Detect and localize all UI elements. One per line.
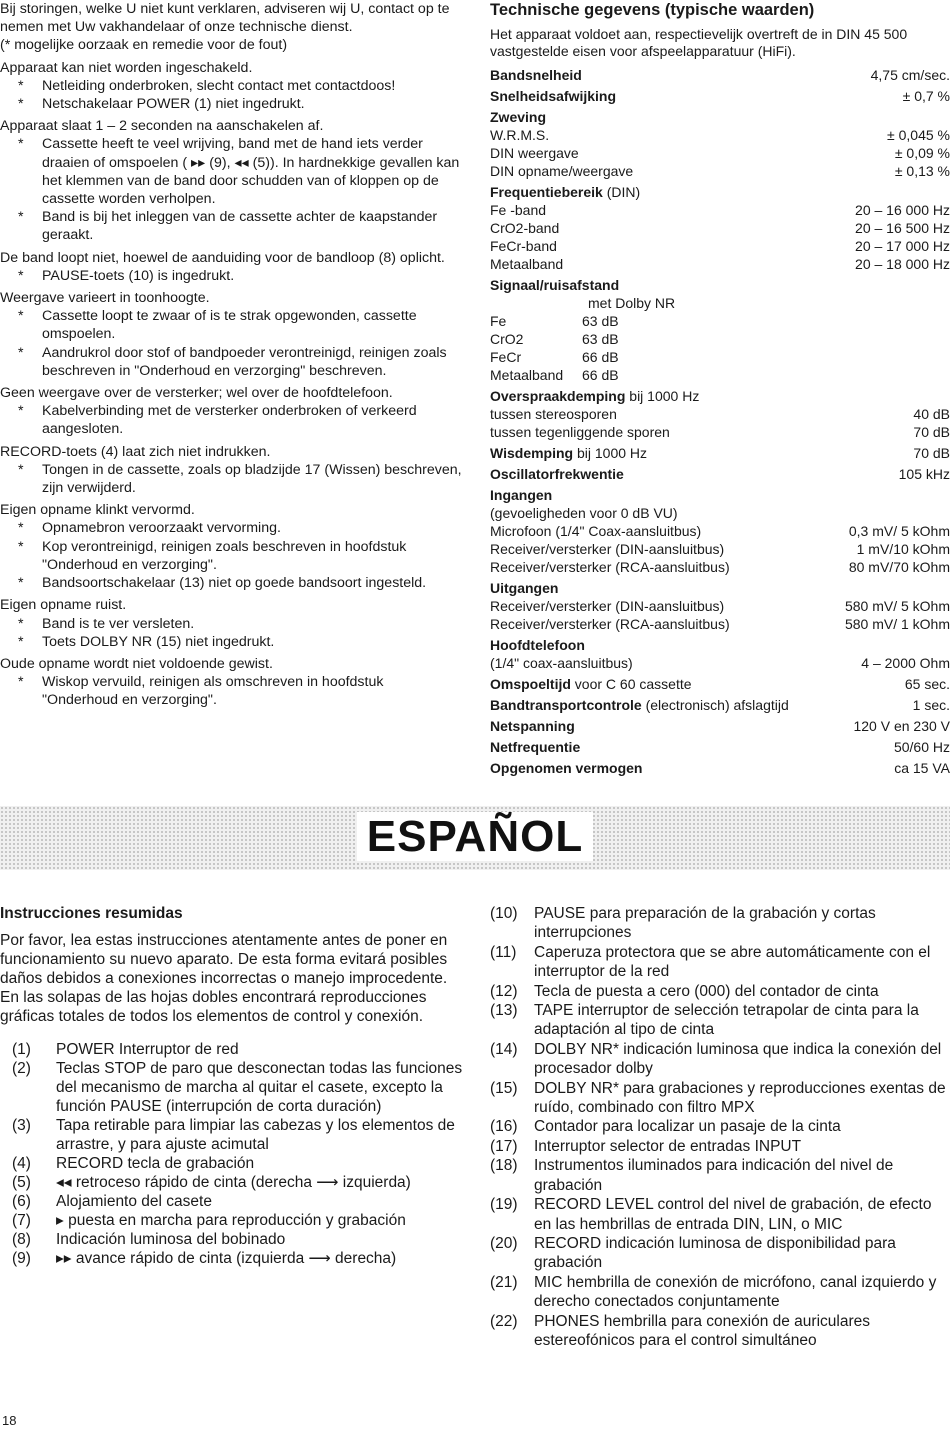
symptom-heading: Apparaat kan niet worden ingeschakeld. bbox=[0, 59, 253, 76]
spec-inputs-rows bbox=[490, 522, 950, 576]
control-list-item bbox=[490, 943, 950, 982]
spec-row bbox=[490, 330, 950, 348]
control-number: (6) bbox=[12, 1193, 31, 1210]
spec-tape-speed: Bandsnelheid 4,75 cm/sec. bbox=[490, 67, 950, 83]
spec-row-value: ± 0,13 % bbox=[894, 163, 950, 179]
spec-row-value: 20 – 16 000 Hz bbox=[855, 202, 950, 218]
control-list-item bbox=[12, 1173, 465, 1192]
control-list-item bbox=[490, 982, 950, 1001]
intro-text: Bij storingen, welke U niet kunt verklaren, adviseren wij U, contact op te nemen met Uw vakhandelaar of onze technische dienst. bbox=[0, 1, 450, 36]
spec-mains-frequency: Netfrequentie 50/60 Hz bbox=[490, 739, 950, 755]
cause-remedy-item: * Opnamebron veroorzaakt vervorming. bbox=[20, 519, 463, 537]
spec-row-label: CrO2 bbox=[490, 331, 524, 347]
symptom-heading: Eigen opname klinkt vervormd. bbox=[0, 502, 195, 519]
spec-row-label: tussen stereosporen bbox=[490, 406, 617, 422]
control-description: RECORD tecla de grabación bbox=[56, 1155, 255, 1172]
control-list-item bbox=[12, 1040, 465, 1059]
spanish-left-column bbox=[0, 904, 465, 1268]
troubleshooting-column bbox=[0, 0, 463, 710]
symptom-heading: RECORD-toets (4) laat zich niet indrukken. bbox=[0, 443, 271, 460]
control-number: (16) bbox=[490, 1118, 518, 1136]
control-description: Contador para localizar un pasaje de la cinta bbox=[534, 1118, 841, 1136]
cause-remedy-item: * Tongen in de cassette, zoals op bladzijde 17 (Wissen) beschreven, zijn verwijderd. bbox=[20, 461, 463, 497]
spec-speed-deviation: Snelheidsafwijking ± 0,7 % bbox=[490, 88, 950, 104]
spec-rewind-time: Omspoeltijd voor C 60 cassette 65 sec. bbox=[490, 676, 950, 692]
control-list-item bbox=[490, 1234, 950, 1273]
language-banner bbox=[0, 806, 950, 870]
spec-row bbox=[490, 423, 950, 441]
spec-row-value: 40 dB bbox=[913, 406, 950, 422]
spec-row-label: tussen tegenliggende sporen bbox=[490, 424, 670, 440]
control-number: (15) bbox=[490, 1079, 518, 1097]
spanish-heading: Instrucciones resumidas bbox=[0, 905, 183, 922]
cause-remedy-item: * PAUSE-toets (10) is ingedrukt. bbox=[20, 267, 463, 285]
control-list-item bbox=[490, 1117, 950, 1136]
control-description: DOLBY NR* para grabaciones y reproducciones exentas de ruído, combinado con filtro MPX bbox=[534, 1079, 946, 1117]
spec-crosstalk-rows bbox=[490, 405, 950, 441]
control-list-item bbox=[490, 1312, 950, 1351]
control-description: Interruptor selector de entradas INPUT bbox=[534, 1137, 802, 1155]
spec-row-value: 0,3 mV/ 5 kOhm bbox=[848, 523, 950, 539]
spanish-right-column bbox=[490, 904, 950, 1350]
control-number: (11) bbox=[490, 943, 517, 961]
spec-crosstalk-label: Overspraakdemping bij 1000 Hz bbox=[490, 388, 700, 404]
control-number: (19) bbox=[490, 1196, 518, 1214]
spec-row bbox=[490, 597, 950, 615]
cause-remedy-item: * Netleiding onderbroken, slecht contact met contactdoos! bbox=[20, 77, 463, 95]
control-number: (12) bbox=[490, 982, 518, 1000]
spec-row-label: Fe bbox=[490, 313, 507, 329]
spec-row bbox=[490, 219, 950, 237]
control-description: TAPE interruptor de selección tetrapolar de cinta para la adaptación al tipo de cinta bbox=[534, 1002, 919, 1039]
control-number: (2) bbox=[12, 1060, 31, 1077]
spec-row-value: 63 dB bbox=[582, 331, 619, 347]
spec-frequency-label: Frequentiebereik (DIN) bbox=[490, 184, 641, 200]
cause-remedy-item: * Kabelverbinding met de versterker onderbroken of verkeerd aangesloten. bbox=[20, 402, 463, 438]
control-list-item bbox=[12, 1211, 465, 1230]
control-number: (5) bbox=[12, 1174, 31, 1191]
spec-row-label: Metaalband bbox=[490, 367, 564, 383]
control-list-item bbox=[12, 1059, 465, 1116]
spec-row-label: Fe -band bbox=[490, 202, 547, 218]
cause-remedy-item: * Netschakelaar POWER (1) niet ingedrukt. bbox=[20, 95, 463, 113]
control-description: MIC hembrilla de conexión de micrófono, canal izquierdo y derecho conectados conjuntamente bbox=[534, 1273, 937, 1311]
control-description: Tecla de puesta a cero (000) del contador de cinta bbox=[534, 982, 879, 1000]
spec-snr-rows bbox=[490, 312, 950, 384]
cause-remedy-item: * Bandsoortschakelaar (13) niet op goede bandsoort ingesteld. bbox=[20, 574, 463, 592]
control-description: DOLBY NR* indicación luminosa que indica la conexión del procesador dolby bbox=[534, 1040, 942, 1078]
control-list-item bbox=[490, 1137, 950, 1156]
spec-tape-transport: Bandtransportcontrole (electronisch) afslagtijd 1 sec. bbox=[490, 697, 950, 713]
control-number: (17) bbox=[490, 1137, 518, 1155]
spec-row-value: 20 – 18 000 Hz bbox=[855, 256, 950, 272]
symptom-heading: Geen weergave over de versterker; wel over de hoofdtelefoon. bbox=[0, 385, 393, 402]
control-description: ▸▸ avance rápido de cinta (izquierda ⟶ derecha) bbox=[56, 1250, 397, 1267]
symptom-heading: Apparaat slaat 1 – 2 seconden na aanschakelen af. bbox=[0, 118, 324, 135]
spec-snr-sub: met Dolby NR bbox=[588, 295, 676, 311]
cause-remedy-item: * Cassette heeft te veel wrijving, band met de hand iets verder draaien of omspoelen ( ▸▸ (9), ◂◂ (5)). In hardnekkige gevallen kan het klemmen van de band door schudden van of kloppen op de cassette worden verholpen. bbox=[20, 135, 463, 208]
spec-row-value: ± 0,045 % bbox=[887, 127, 950, 143]
spec-mains-voltage: Netspanning 120 V en 230 V bbox=[490, 718, 950, 734]
control-number: (10) bbox=[490, 905, 518, 922]
spec-row-label: Receiver/versterker (DIN-aansluitbus) bbox=[490, 598, 725, 614]
spec-headphones: (1/4" coax-aansluitbus) 4 – 2000 Ohm bbox=[490, 655, 950, 671]
symptom-heading: Eigen opname ruist. bbox=[0, 597, 127, 614]
cause-remedy-item: * Toets DOLBY NR (15) niet ingedrukt. bbox=[20, 633, 463, 651]
spec-row-label: Receiver/versterker (RCA-aansluitbus) bbox=[490, 559, 730, 575]
control-list-item bbox=[12, 1116, 465, 1154]
spec-row-label: Microfoon (1/4" Coax-aansluitbus) bbox=[490, 523, 702, 539]
control-number: (7) bbox=[12, 1212, 31, 1229]
spec-row bbox=[490, 162, 950, 180]
control-number: (14) bbox=[490, 1040, 518, 1058]
spec-row-label: FeCr bbox=[490, 349, 522, 365]
spec-inputs-label: Ingangen bbox=[490, 487, 553, 503]
spec-row bbox=[490, 522, 950, 540]
control-description: RECORD LEVEL control del nivel de grabación, de efecto en las hembrillas de entrada DIN, LIN, o MIC bbox=[534, 1196, 932, 1233]
control-description: POWER Interruptor de red bbox=[56, 1041, 239, 1058]
spec-headphones-label: Hoofdtelefoon bbox=[490, 637, 585, 653]
control-number: (3) bbox=[12, 1117, 31, 1134]
control-number: (9) bbox=[12, 1250, 31, 1267]
spec-row-label: Receiver/versterker (DIN-aansluitbus) bbox=[490, 541, 725, 557]
control-description: Alojamiento del casete bbox=[56, 1193, 212, 1210]
spec-outputs-rows bbox=[490, 597, 950, 633]
control-list-item bbox=[490, 1195, 950, 1234]
symptom-heading: Oude opname wordt niet voldoende gewist. bbox=[0, 655, 273, 672]
control-list-item bbox=[12, 1154, 465, 1173]
spec-outputs-label: Uitgangen bbox=[490, 580, 559, 596]
spec-inputs-sub: (gevoeligheden voor 0 dB VU) bbox=[490, 505, 678, 521]
spec-row-value: 1 mV/10 kOhm bbox=[856, 541, 950, 557]
control-description: ◂◂ retroceso rápido de cinta (derecha ⟶ izquierda) bbox=[56, 1174, 411, 1191]
spec-row-label: W.R.M.S. bbox=[490, 127, 550, 143]
spec-row-value: 66 dB bbox=[582, 367, 619, 383]
symptom-heading: De band loopt niet, hoewel de aanduiding voor de bandloop (8) oplicht. bbox=[0, 249, 445, 266]
control-description: Instrumentos iluminados para indicación del nivel de grabación bbox=[534, 1157, 894, 1194]
control-list-item bbox=[490, 1001, 950, 1040]
spec-row-value: 580 mV/ 5 kOhm bbox=[844, 598, 950, 614]
cause-remedy-item: * Band is bij het inleggen van de cassette achter de kaapstander geraakt. bbox=[20, 208, 463, 244]
spec-frequency-rows bbox=[490, 201, 950, 273]
control-number: (13) bbox=[490, 1002, 518, 1020]
control-list-item bbox=[490, 1079, 950, 1118]
spec-row bbox=[490, 405, 950, 423]
control-number: (8) bbox=[12, 1231, 31, 1248]
spec-row-value: 20 – 16 500 Hz bbox=[855, 220, 950, 236]
controls-list-left bbox=[0, 1040, 465, 1268]
spec-oscillator: Oscillatorfrekwentie 105 kHz bbox=[490, 466, 950, 482]
spec-row-label: Receiver/versterker (RCA-aansluitbus) bbox=[490, 616, 730, 632]
spec-row-value: 80 mV/70 kOhm bbox=[848, 559, 950, 575]
specs-title: Technische gegevens (typische waarden) bbox=[490, 1, 815, 19]
control-description: Tapa retirable para limpiar las cabezas y los elementos de arrastre, y para ajuste acimutal bbox=[56, 1117, 455, 1153]
spec-row bbox=[490, 312, 950, 330]
spec-row-value: 66 dB bbox=[582, 349, 619, 365]
control-list-item bbox=[490, 1273, 950, 1312]
technical-specs-column bbox=[490, 0, 950, 777]
spanish-intro-paragraph-2: En las solapas de las hojas dobles encontrará reproducciones gráficas totales de todos los elementos de control y conexión. bbox=[0, 989, 427, 1025]
control-number: (21) bbox=[490, 1273, 518, 1291]
spec-row-label: CrO2-band bbox=[490, 220, 560, 236]
spec-wow-flutter-label: Zweving bbox=[490, 109, 547, 125]
control-list-item bbox=[12, 1230, 465, 1249]
spanish-intro-paragraph: Por favor, lea estas instrucciones atentamente antes de poner en funcionamiento su nuevo aparato. De esta forma evitará posibles daños debidos a conexiones incorrectas o manejo improcedente. bbox=[0, 932, 448, 987]
control-number: (1) bbox=[12, 1041, 31, 1058]
spec-row bbox=[490, 558, 950, 576]
spec-row bbox=[490, 255, 950, 273]
control-description: RECORD indicación luminosa de disponibilidad para grabación bbox=[534, 1234, 896, 1272]
spec-row-value: 70 dB bbox=[913, 424, 950, 440]
control-list-item bbox=[490, 904, 950, 943]
spec-row bbox=[490, 615, 950, 633]
spec-row bbox=[490, 540, 950, 558]
control-description: PHONES hembrilla para conexión de auriculares estereofónicos para el control simultáneo bbox=[534, 1312, 870, 1349]
control-description: ▸ puesta en marcha para reproducción y grabación bbox=[56, 1212, 406, 1229]
spec-erasure: Wisdemping bij 1000 Hz 70 dB bbox=[490, 445, 950, 461]
cause-remedy-item: * Band is te ver versleten. bbox=[20, 615, 463, 633]
control-list-item bbox=[12, 1249, 465, 1268]
symptom-heading: Weergave varieert in toonhoogte. bbox=[0, 290, 210, 307]
control-number: (22) bbox=[490, 1312, 518, 1330]
spec-row bbox=[490, 201, 950, 219]
control-description: Teclas STOP de paro que desconectan todas las funciones del mecanismo de marcha al quitar el casete, excepto la función PAUSE (interrupción de corta duración) bbox=[56, 1060, 463, 1115]
spec-row-value: 63 dB bbox=[582, 313, 619, 329]
control-number: (20) bbox=[490, 1234, 518, 1252]
intro-text: (* mogelijke oorzaak en remedie voor de fout) bbox=[0, 37, 288, 54]
spec-row-label: Metaalband bbox=[490, 256, 564, 272]
cause-remedy-item: * Cassette loopt te zwaar of is te strak opgewonden, cassette omspoelen. bbox=[20, 307, 463, 343]
cause-remedy-item: * Wiskop vervuild, reinigen als omschreven in hoofdstuk "Onderhoud en verzorging". bbox=[20, 673, 463, 709]
spec-row-label: DIN opname/weergave bbox=[490, 163, 634, 179]
spec-row bbox=[490, 126, 950, 144]
cause-remedy-item: * Aandrukrol door stof of bandpoeder verontreinigd, reinigen zoals beschreven in "Onderhoud en verzorging" beschreven. bbox=[20, 344, 463, 380]
control-description: Caperuza protectora que se abre automáticamente con el interruptor de la red bbox=[534, 943, 931, 981]
control-list-item bbox=[490, 1040, 950, 1079]
control-number: (18) bbox=[490, 1157, 518, 1175]
control-list-item bbox=[12, 1192, 465, 1211]
control-number: (4) bbox=[12, 1155, 31, 1172]
page-number: 18 bbox=[2, 1413, 17, 1428]
control-list-item bbox=[490, 1156, 950, 1195]
spec-row-value: 20 – 17 000 Hz bbox=[855, 238, 950, 254]
control-description: PAUSE para preparación de la grabación y cortas interrupciones bbox=[534, 905, 876, 942]
spec-row bbox=[490, 237, 950, 255]
spec-row bbox=[490, 348, 950, 366]
spec-row-label: FeCr-band bbox=[490, 238, 557, 254]
spec-row-value: ± 0,09 % bbox=[894, 145, 950, 161]
spec-row-label: DIN weergave bbox=[490, 145, 579, 161]
spec-row bbox=[490, 144, 950, 162]
cause-remedy-item: * Kop verontreinigd, reinigen zoals beschreven in hoofdstuk "Onderhoud en verzorging". bbox=[20, 538, 463, 574]
spec-row bbox=[490, 366, 950, 384]
spec-power-consumption: Opgenomen vermogen ca 15 VA bbox=[490, 760, 950, 776]
control-description: Indicación luminosa del bobinado bbox=[56, 1231, 286, 1248]
controls-list-right bbox=[490, 904, 950, 1350]
banner-title: ESPAÑOL bbox=[357, 812, 593, 861]
specs-intro: Het apparaat voldoet aan, respectievelijk overtreft de in DIN 45 500 vastgestelde eisen voor afspeelapparatuur (HiFi). bbox=[490, 26, 908, 59]
spec-snr-label: Signaal/ruisafstand bbox=[490, 277, 620, 293]
spec-row-value: 580 mV/ 1 kOhm bbox=[844, 616, 950, 632]
spec-wow-flutter-rows bbox=[490, 126, 950, 180]
